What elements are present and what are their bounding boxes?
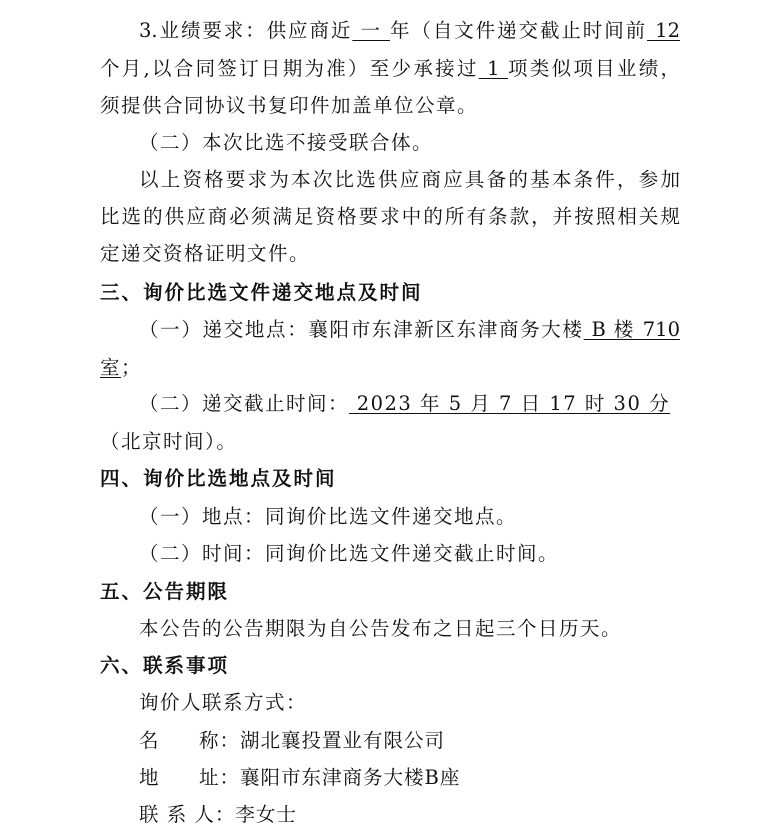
section-4-heading: 四、询价比选地点及时间 [100,467,337,490]
contact-name-key-1: 名 [139,729,160,752]
inquiry-time: （二）时间：同询价比选文件递交截止时间。 [139,542,560,565]
performance-requirement-line-1: 3.业绩要求：供应商近 一 年（自文件递交截止时间前 12 [139,19,680,42]
years-blank: 一 [352,19,390,42]
contact-address-key-2: 址： [199,766,241,789]
contact-address-key-1: 地 [139,766,160,789]
contact-name-key-2: 称： [199,729,241,752]
submission-location-line-1: （一）递交地点：襄阳市东津新区东津商务大楼 B 楼 710 [139,318,680,341]
contact-address-value: 襄阳市东津商务大楼B座 [240,766,461,789]
room-suffix-blank: 室 [100,356,122,379]
contact-intro: 询价人联系方式： [139,691,308,714]
submission-deadline-line-1: （二）递交截止时间： 2023 年 5 月 7 日 17 时 30 分 [139,392,671,415]
basic-conditions-line-3: 定递交资格证明文件。 [100,242,311,265]
contact-name-value: 湖北襄投置业有限公司 [240,729,446,752]
submission-deadline-timezone: （北京时间）。 [100,430,238,453]
section-6-heading: 六、联系事项 [100,654,230,677]
announcement-period: 本公告的公告期限为自公告发布之日起三个日历天。 [139,617,623,640]
performance-requirement-line-2: 个月,以合同签订日期为准）至少承接过 1 项类似项目业绩， [100,57,680,80]
months-blank: 12 [647,19,680,42]
building-room-blank: B 楼 710 [583,318,680,341]
no-consortium-clause: （二）本次比选不接受联合体。 [139,131,434,154]
performance-requirement-line-3: 须提供合同协议书复印件加盖单位公章。 [100,94,479,117]
contact-name-row [139,728,680,754]
basic-conditions-line-2: 比选的供应商必须满足资格要求中的所有条款，并按照相关规 [100,205,680,228]
contact-person-value: 李女士 [235,803,297,826]
project-count-blank: 1 [478,57,509,80]
basic-conditions-line-1: 以上资格要求为本次比选供应商应具备的基本条件，参加 [139,168,680,191]
submission-location-line-2: 室； [100,356,143,379]
section-3-heading: 三、询价比选文件递交地点及时间 [100,281,423,304]
contact-person-key: 联 系 人： [139,803,236,826]
contact-address-row [139,765,680,791]
contact-person-row [139,802,680,828]
deadline-datetime: 2023 年 5 月 7 日 17 时 30 分 [349,392,671,415]
inquiry-location: （一）地点：同询价比选文件递交地点。 [139,505,518,528]
section-5-heading: 五、公告期限 [100,580,230,603]
